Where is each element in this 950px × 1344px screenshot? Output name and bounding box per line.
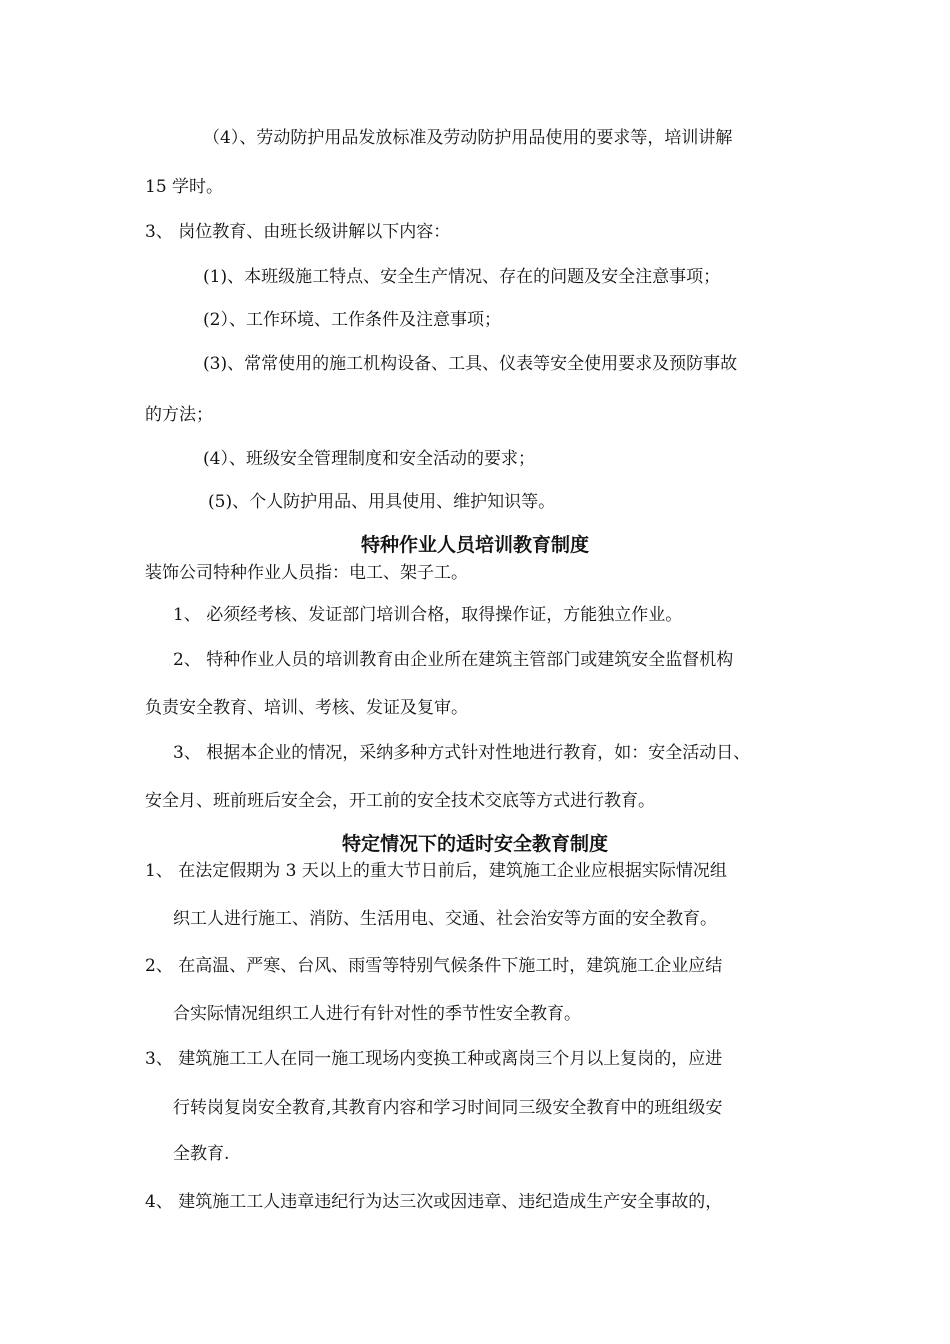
paragraph-line: 的方法； bbox=[145, 405, 213, 425]
list-item: 4、 建筑施工工人违章违纪行为达三次或因违章、违纪造成生产安全事故的， bbox=[145, 1192, 723, 1212]
section-title: 特种作业人员培训教育制度 bbox=[360, 534, 589, 556]
list-item: 3、 根据本企业的情况，采纳多种方式针对性地进行教育，如：安全活动日、 bbox=[173, 743, 751, 763]
list-item: 1、 在法定假期为 3 天以上的重大节日前后，建筑施工企业应根据实际情况组 bbox=[145, 861, 727, 881]
paragraph-line: 15 学时。 bbox=[145, 177, 224, 197]
section-title: 特定情况下的适时安全教育制度 bbox=[341, 833, 608, 855]
sub-list-item: (4）、班级安全管理制度和安全活动的要求； bbox=[203, 449, 535, 469]
list-item: 1、 必须经考核、发证部门培训合格，取得操作证，方能独立作业。 bbox=[173, 605, 683, 625]
paragraph-line: 行转岗复岗安全教育,其教育内容和学习时间同三级安全教育中的班组级安 bbox=[173, 1098, 723, 1118]
list-item: 3、 建筑施工工人在同一施工现场内变换工种或离岗三个月以上复岗的，应进 bbox=[145, 1049, 723, 1069]
sub-list-item: (2）、工作环境、工作条件及注意事项； bbox=[203, 310, 501, 330]
sub-list-item: (5)、个人防护用品、用具使用、维护知识等。 bbox=[208, 492, 556, 512]
list-item: 3、 岗位教育、由班长级讲解以下内容： bbox=[145, 222, 451, 242]
paragraph-line: 装饰公司特种作业人员指：电工、架子工。 bbox=[145, 563, 468, 583]
paragraph-line: 合实际情况组织工人进行有针对性的季节性安全教育。 bbox=[173, 1004, 581, 1024]
list-item: 2、 特种作业人员的培训教育由企业所在建筑主管部门或建筑安全监督机构 bbox=[173, 650, 734, 670]
sub-list-item: (1)、本班级施工特点、安全生产情况、存在的问题及安全注意事项； bbox=[203, 267, 721, 287]
paragraph-line: 织工人进行施工、消防、生活用电、交通、社会治安等方面的安全教育。 bbox=[173, 909, 717, 929]
sub-list-item: (3)、常常使用的施工机构设备、工具、仪表等安全使用要求及预防事故 bbox=[203, 354, 738, 374]
list-item: 2、 在高温、严寒、台风、雨雪等特别气候条件下施工时，建筑施工企业应结 bbox=[145, 956, 723, 976]
paragraph-line: （4）、劳动防护用品发放标准及劳动防护用品使用的要求等，培训讲解 bbox=[203, 128, 733, 148]
paragraph-line: 全教育. bbox=[173, 1144, 230, 1164]
paragraph-line: 负责安全教育、培训、考核、发证及复审。 bbox=[145, 698, 468, 718]
paragraph-line: 安全月、班前班后安全会，开工前的安全技术交底等方式进行教育。 bbox=[145, 791, 655, 811]
